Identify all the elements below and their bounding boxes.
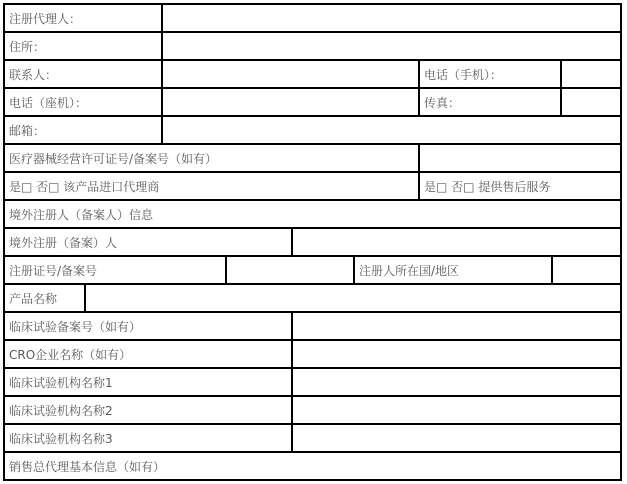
sales-agent-section-header: 销售总代理基本信息（如有） [4,452,621,480]
landline-label: 电话（座机）： [4,88,162,116]
after-sales-service-checkboxes[interactable]: 是□ 否□ 提供售后服务 [419,172,621,200]
overseas-registrant-label: 境外注册（备案）人 [4,228,292,256]
landline-input[interactable] [162,88,419,116]
registrant-country-input[interactable] [552,256,621,284]
clinical-institution-2-label: 临床试验机构名称2 [4,396,292,424]
row-registered-agent [4,4,621,32]
mobile-phone-label: 电话（手机）： [419,60,561,88]
fax-input[interactable] [561,88,621,116]
registered-agent-input[interactable] [162,4,621,32]
row-contact [4,60,621,88]
clinical-institution-1-input[interactable] [292,368,621,396]
row-license-no [4,144,621,172]
license-no-input[interactable] [419,144,621,172]
cro-name-input[interactable] [292,340,621,368]
email-label: 邮箱： [4,116,162,144]
clinical-trial-no-input[interactable] [292,312,621,340]
row-clinical-institution-1 [4,368,621,396]
row-clinical-institution-2 [4,396,621,424]
product-name-label: 产品名称 [4,284,85,312]
clinical-institution-3-input[interactable] [292,424,621,452]
row-address [4,32,621,60]
license-no-label: 医疗器械经营许可证号/备案号（如有） [4,144,419,172]
row-clinical-trial-no [4,312,621,340]
overseas-registrant-input[interactable] [292,228,621,256]
clinical-institution-1-label: 临床试验机构名称1 [4,368,292,396]
clinical-institution-2-input[interactable] [292,396,621,424]
row-registration-no [4,256,621,284]
registrant-country-label: 注册人所在国/地区 [354,256,552,284]
clinical-institution-3-label: 临床试验机构名称3 [4,424,292,452]
address-label: 住所： [4,32,162,60]
import-agent-checkboxes[interactable]: 是□ 否□ 该产品进口代理商 [4,172,419,200]
row-phone-landline [4,88,621,116]
row-import-agent [4,172,621,200]
fax-label: 传真： [419,88,561,116]
row-cro-name [4,340,621,368]
email-input[interactable] [162,116,621,144]
overseas-registrant-section-header: 境外注册人（备案人）信息 [4,200,621,228]
row-sales-agent-header [4,452,621,480]
registration-no-input[interactable] [226,256,354,284]
registration-form-table [3,3,622,481]
contact-input[interactable] [162,60,419,88]
clinical-trial-no-label: 临床试验备案号（如有） [4,312,292,340]
address-input[interactable] [162,32,621,60]
row-overseas-registrant [4,228,621,256]
row-clinical-institution-3 [4,424,621,452]
registered-agent-label: 注册代理人： [4,4,162,32]
mobile-phone-input[interactable] [561,60,621,88]
cro-name-label: CRO企业名称（如有） [4,340,292,368]
contact-label: 联系人： [4,60,162,88]
row-overseas-header [4,200,621,228]
product-name-input[interactable] [85,284,621,312]
row-email [4,116,621,144]
row-product-name [4,284,621,312]
registration-no-label: 注册证号/备案号 [4,256,226,284]
